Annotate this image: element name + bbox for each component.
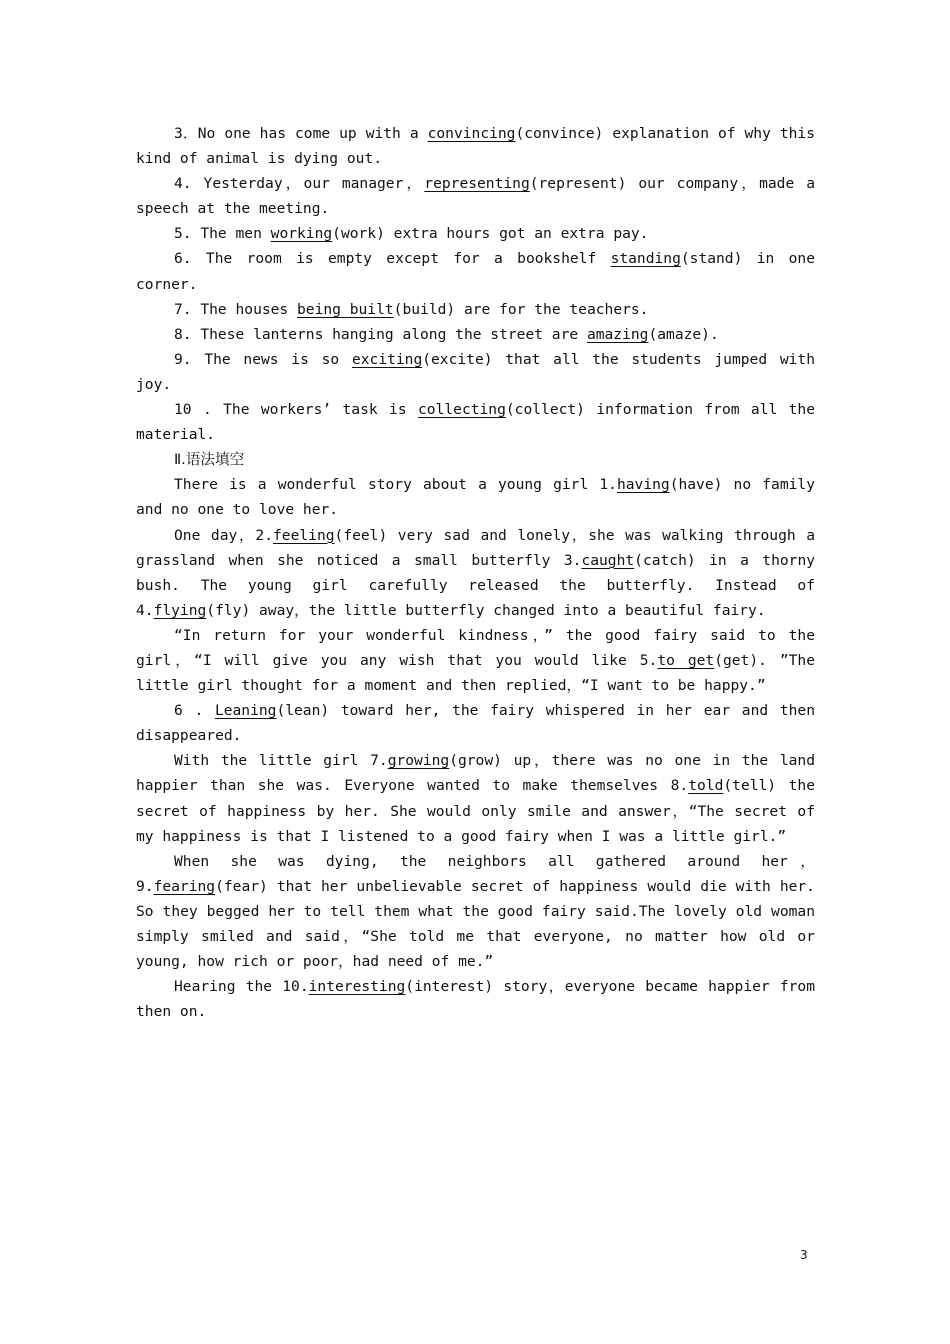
answer-blank: working bbox=[270, 225, 333, 243]
exercise-item-7: 7. The houses being built(build) are for the teachers. bbox=[174, 300, 649, 318]
answer-blank: told bbox=[688, 777, 724, 795]
exercise-item-4: 4. Yesterday，our manager，representing(represent) our company，made a speech at the meeting. bbox=[136, 175, 815, 218]
answer-blank: flying bbox=[153, 601, 207, 619]
exercise-item-5: 5. The men working(work) extra hours got an extra pay. bbox=[174, 225, 649, 243]
answer-blank: amazing bbox=[586, 325, 649, 343]
exercise-item-10: 10 . The workers’ task is collecting(collect) information from all the material. bbox=[136, 401, 815, 444]
answer-blank: representing bbox=[424, 175, 530, 193]
story-paragraph-2: One day，2.feeling(feel) very sad and lonely，she was walking through a grassland when she noticed a small butterfly 3.caught(catch) in a thorny bush. The young girl carefully released the butterfly. Instead of 4.flying(fly) away，the little butterfly changed into a beautiful fairy. bbox=[136, 526, 816, 619]
exercise-item-9: 9. The news is so exciting(excite) that all the students jumped with joy. bbox=[136, 350, 815, 393]
exercise-item-6: 6. The room is empty except for a bookshelf standing(stand) in one corner. bbox=[136, 250, 815, 293]
answer-blank: feeling bbox=[273, 526, 335, 544]
answer-blank: exciting bbox=[351, 350, 423, 368]
story-paragraph-4: 6 . Leaning(lean) toward her, the fairy whispered in her ear and then disappeared. bbox=[136, 702, 815, 745]
story-paragraph-7: Hearing the 10.interesting(interest) story，everyone became happier from then on. bbox=[136, 978, 816, 1021]
story-paragraph-6: When she was dying, the neighbors all gathered around her，9.fearing(fear) that her unbelievable secret of happiness would die with her. So they begged her to tell them what the good fairy said.The lovely old woman simply smiled and said，“She told me that everyone, no matter how old or young, how rich or poor，had need of me.” bbox=[136, 852, 815, 971]
answer-blank: having bbox=[616, 476, 670, 494]
answer-blank: to get bbox=[657, 651, 715, 669]
story-paragraph-1: There is a wonderful story about a young girl 1.having(have) no family and no one to love her. bbox=[136, 476, 815, 519]
answer-blank: convincing bbox=[427, 125, 516, 142]
answer-blank: collecting bbox=[418, 401, 506, 419]
answer-blank: standing bbox=[610, 250, 681, 268]
answer-blank: caught bbox=[581, 551, 635, 569]
exercise-item-3: 3．No one has come up with a convincing(convince) explanation of why this kind of animal is dying out. bbox=[136, 125, 816, 168]
answer-blank: Leaning bbox=[214, 702, 277, 720]
answer-blank: growing bbox=[387, 752, 450, 770]
exercise-item-8: 8. These lanterns hanging along the street are amazing(amaze). bbox=[174, 325, 719, 343]
page-number: 3 bbox=[800, 1248, 808, 1262]
answer-blank: fearing bbox=[153, 877, 216, 895]
story-paragraph-3: “In return for your wonderful kindness，” the good fairy said to the girl，“I will give you any wish that you would like 5.to get(get). ”The little girl thought for a moment and then replied，“I want to be happy.” bbox=[136, 626, 815, 695]
answer-blank: interesting bbox=[308, 978, 406, 996]
section-heading: Ⅱ.语法填空 bbox=[174, 451, 245, 469]
story-paragraph-5: With the little girl 7.growing(grow) up，there was no one in the land happier than she was. Everyone wanted to make themselves 8.told(tell) the secret of happiness by her. She would only smile and answer，“The secret of my happiness is that I listened to a good fairy when I was a little girl.” bbox=[136, 752, 815, 845]
page-content bbox=[136, 121, 815, 1024]
answer-blank: being built bbox=[297, 300, 394, 318]
